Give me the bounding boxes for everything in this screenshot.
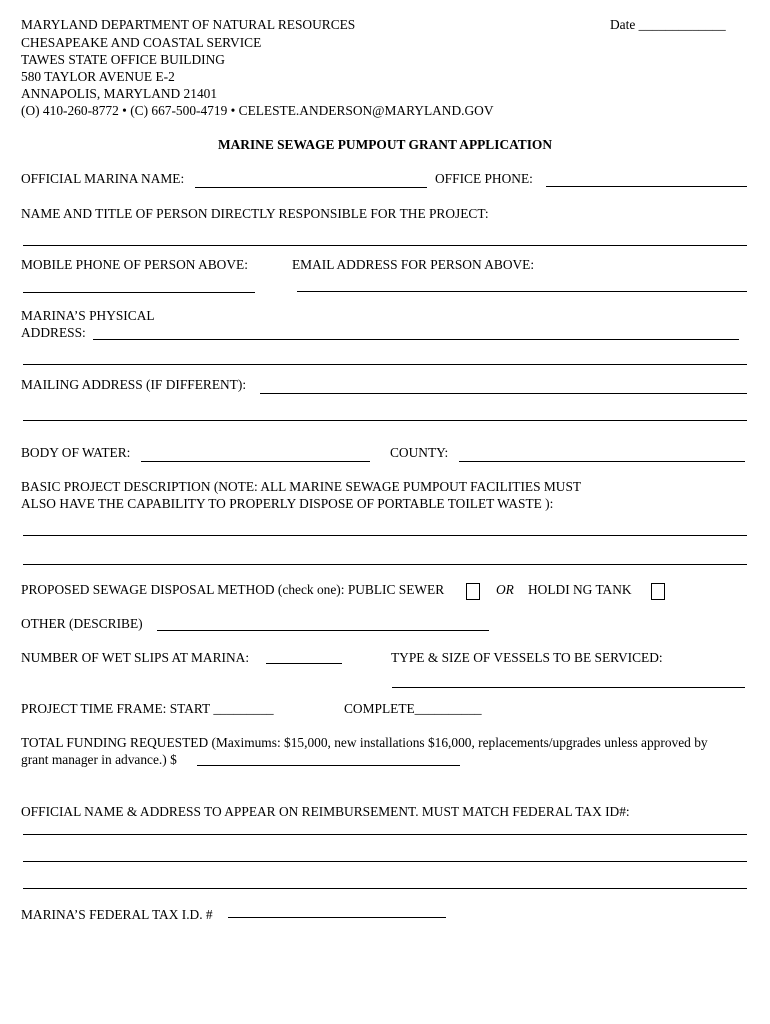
other-describe-label: OTHER (DESCRIBE): [21, 616, 143, 631]
funding-label-2: grant manager in advance.) $: [21, 752, 177, 767]
project-description-field[interactable]: [23, 535, 747, 536]
or-label: OR: [496, 582, 514, 597]
org-contact: (O) 410-260-8772 • (C) 667-500-4719 • CELESTE.ANDERSON@MARYLAND.GOV: [21, 103, 494, 118]
physical-address-field[interactable]: [93, 339, 739, 340]
email-address-label: EMAIL ADDRESS FOR PERSON ABOVE:: [292, 257, 535, 272]
county-field[interactable]: [459, 461, 745, 462]
funding-label: TOTAL FUNDING REQUESTED (Maximums: $15,000, new installations $16,000, replacements/upgrades unless approved by: [21, 735, 708, 750]
mailing-address-field-2[interactable]: [23, 420, 747, 421]
reimbursement-field-3[interactable]: [23, 888, 747, 889]
marina-name-label: OFFICIAL MARINA NAME:: [21, 171, 185, 186]
holding-tank-label: HOLDI NG TANK: [528, 582, 632, 597]
project-description-field-2[interactable]: [23, 564, 747, 565]
project-description-label: BASIC PROJECT DESCRIPTION (NOTE: ALL MARINE SEWAGE PUMPOUT FACILITIES MUST: [21, 479, 582, 494]
holding-tank-checkbox[interactable]: [651, 583, 665, 600]
vessel-type-label: TYPE & SIZE OF VESSELS TO BE SERVICED:: [391, 650, 663, 665]
public-sewer-checkbox[interactable]: [466, 583, 480, 600]
reimbursement-field-1[interactable]: [23, 834, 747, 835]
disposal-method-label: PROPOSED SEWAGE DISPOSAL METHOD (check one): PUBLIC SEWER: [21, 582, 445, 597]
physical-address-label-2: ADDRESS:: [21, 325, 86, 340]
mobile-phone-label: MOBILE PHONE OF PERSON ABOVE:: [21, 257, 248, 272]
org-city: ANNAPOLIS, MARYLAND 21401: [21, 86, 218, 101]
reimbursement-field-2[interactable]: [23, 861, 747, 862]
office-phone-label: OFFICE PHONE:: [435, 171, 533, 186]
funding-amount-field[interactable]: [197, 765, 460, 766]
reimbursement-name-label: OFFICIAL NAME & ADDRESS TO APPEAR ON REIMBURSEMENT. MUST MATCH FEDERAL TAX ID#:: [21, 804, 630, 819]
other-describe-field[interactable]: [157, 630, 489, 631]
physical-address-label: MARINA’S PHYSICAL: [21, 308, 155, 323]
project-description-label-2: ALSO HAVE THE CAPABILITY TO PROPERLY DISPOSE OF PORTABLE TOILET WASTE ):: [21, 496, 554, 511]
date-field[interactable]: Date _____________: [610, 17, 726, 32]
email-address-field[interactable]: [297, 291, 747, 292]
marina-name-field[interactable]: [195, 187, 427, 188]
org-street: 580 TAYLOR AVENUE E-2: [21, 69, 175, 84]
mailing-address-field[interactable]: [260, 393, 747, 394]
form-title: MARINE SEWAGE PUMPOUT GRANT APPLICATION: [217, 137, 553, 152]
office-phone-field[interactable]: [546, 186, 747, 187]
physical-address-field-2[interactable]: [23, 364, 747, 365]
time-frame-start[interactable]: PROJECT TIME FRAME: START _________: [21, 701, 274, 716]
responsible-person-field[interactable]: [23, 245, 747, 246]
mailing-address-label: MAILING ADDRESS (IF DIFFERENT):: [21, 377, 247, 392]
federal-tax-id-label: MARINA’S FEDERAL TAX I.D. #: [21, 907, 213, 922]
body-of-water-field[interactable]: [141, 461, 370, 462]
time-frame-complete[interactable]: COMPLETE__________: [344, 701, 482, 716]
org-name: MARYLAND DEPARTMENT OF NATURAL RESOURCES: [21, 17, 356, 32]
vessel-type-field[interactable]: [392, 687, 745, 688]
body-of-water-label: BODY OF WATER:: [21, 445, 131, 460]
wet-slips-label: NUMBER OF WET SLIPS AT MARINA:: [21, 650, 250, 665]
county-label: COUNTY:: [390, 445, 449, 460]
wet-slips-field[interactable]: [266, 663, 342, 664]
responsible-person-label: NAME AND TITLE OF PERSON DIRECTLY RESPONSIBLE FOR THE PROJECT:: [21, 206, 489, 221]
mobile-phone-field[interactable]: [23, 292, 255, 293]
org-division: CHESAPEAKE AND COASTAL SERVICE: [21, 35, 262, 50]
federal-tax-id-field[interactable]: [228, 917, 446, 918]
org-building: TAWES STATE OFFICE BUILDING: [21, 52, 225, 67]
